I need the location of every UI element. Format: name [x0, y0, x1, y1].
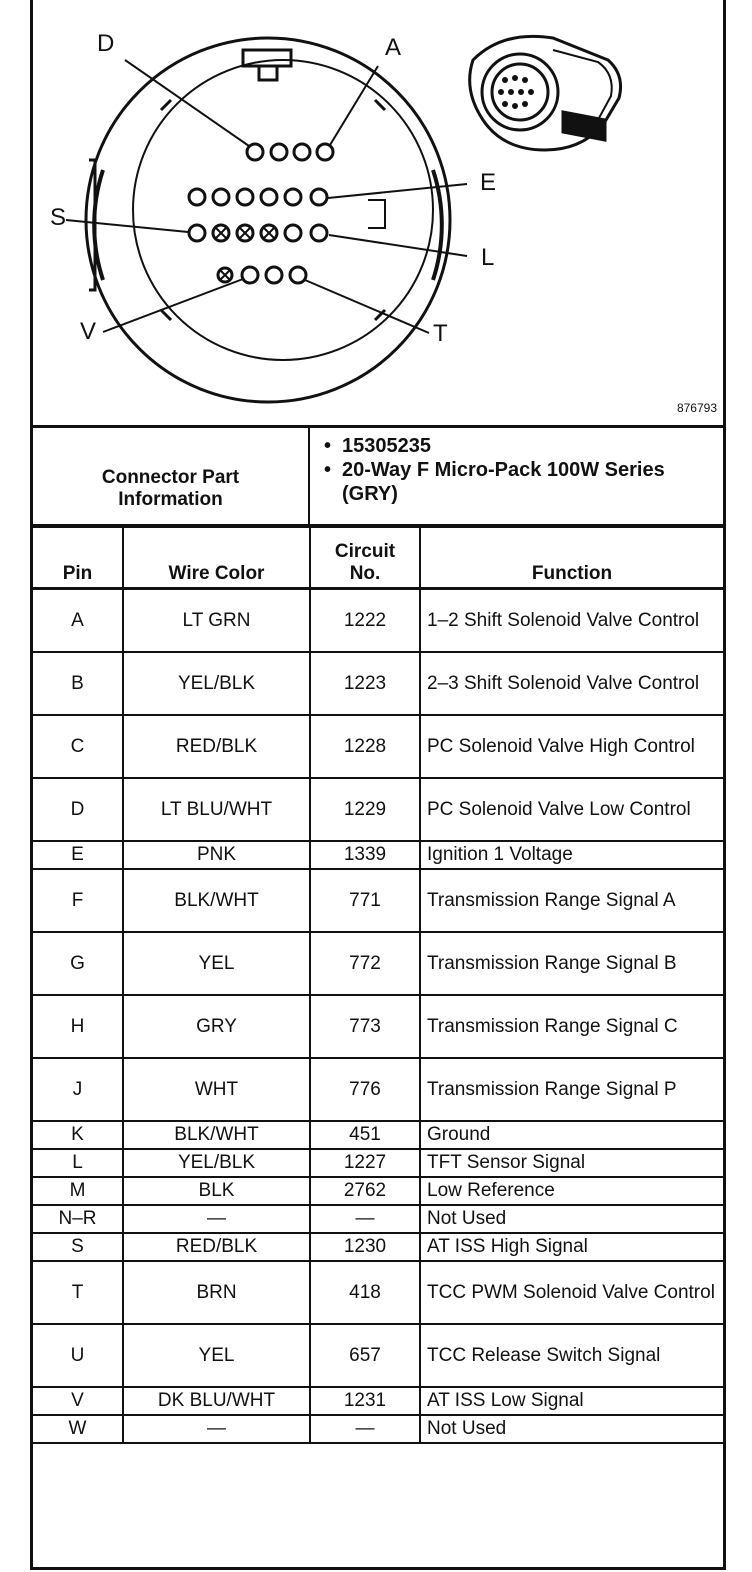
table-row [33, 1324, 723, 1387]
table-row [33, 932, 723, 995]
wire-color-cell: GRY [123, 995, 310, 1058]
function-cell: Transmission Range Signal A [420, 869, 723, 932]
wire-color-cell: YEL/BLK [123, 1149, 310, 1177]
pin-cell: W [33, 1415, 123, 1443]
function-cell: 2–3 Shift Solenoid Valve Control [420, 652, 723, 715]
circuit-cell: 1223 [310, 652, 420, 715]
table-row [33, 1261, 723, 1324]
connector-description: • 20-Way F Micro-Pack 100W Series (GRY) [322, 458, 722, 506]
wire-color-cell: DK BLU/WHT [123, 1387, 310, 1415]
function-cell: Ignition 1 Voltage [420, 841, 723, 869]
table-row [33, 1387, 723, 1415]
pin-label-L: L [481, 244, 495, 271]
circuit-cell: 1230 [310, 1233, 420, 1261]
pin-cell: N–R [33, 1205, 123, 1233]
connector-diagram [33, 0, 723, 428]
connector-info-label [33, 428, 310, 524]
pin-cell: F [33, 869, 123, 932]
pin-rows [33, 589, 723, 1444]
connector-info-label-line1: Connector Part [101, 467, 240, 488]
circuit-cell: 776 [310, 1058, 420, 1121]
pin-cell: V [33, 1387, 123, 1415]
pin-cell: K [33, 1121, 123, 1149]
pin-cell: E [33, 841, 123, 869]
pin-cell: D [33, 778, 123, 841]
pin-label-A: A [385, 34, 402, 61]
function-cell: 1–2 Shift Solenoid Valve Control [420, 589, 723, 653]
pin-label-S: S [50, 204, 67, 231]
function-cell: TFT Sensor Signal [420, 1149, 723, 1177]
function-cell: Transmission Range Signal P [420, 1058, 723, 1121]
function-cell: PC Solenoid Valve High Control [420, 715, 723, 778]
function-cell: AT ISS Low Signal [420, 1387, 723, 1415]
wire-color-cell: — [123, 1415, 310, 1443]
table-row [33, 1205, 723, 1233]
pin-cell: B [33, 652, 123, 715]
table-row [33, 1149, 723, 1177]
table-row [33, 1233, 723, 1261]
connector-face-drawing [33, 0, 723, 425]
connector-info-label-line2: Information [118, 489, 223, 510]
pin-cell: L [33, 1149, 123, 1177]
connector-sheet [30, 0, 726, 1570]
wire-color-cell: YEL/BLK [123, 652, 310, 715]
table-row [33, 652, 723, 715]
table-row [33, 1121, 723, 1149]
function-cell: Not Used [420, 1415, 723, 1443]
pin-cell: T [33, 1261, 123, 1324]
circuit-cell: 1222 [310, 589, 420, 653]
circuit-cell: 2762 [310, 1177, 420, 1205]
function-cell: Low Reference [420, 1177, 723, 1205]
table-row [33, 1058, 723, 1121]
circuit-cell: 1231 [310, 1387, 420, 1415]
pin-cell: S [33, 1233, 123, 1261]
wire-color-cell: BLK/WHT [123, 869, 310, 932]
header-function: Function [420, 527, 723, 589]
pin-cell: A [33, 589, 123, 653]
pin-cell: M [33, 1177, 123, 1205]
wire-color-cell: WHT [123, 1058, 310, 1121]
wire-color-cell: BLK/WHT [123, 1121, 310, 1149]
pin-cell: J [33, 1058, 123, 1121]
table-row [33, 589, 723, 653]
table-row [33, 869, 723, 932]
pin-table [33, 526, 723, 1444]
connector-info-list [322, 434, 722, 506]
wire-color-cell: BRN [123, 1261, 310, 1324]
pin-label-T: T [433, 320, 448, 347]
pin-label-V: V [80, 318, 97, 345]
table-row [33, 1177, 723, 1205]
wire-color-cell: YEL [123, 1324, 310, 1387]
connector-photo-icon [470, 36, 621, 150]
circuit-cell: — [310, 1205, 420, 1233]
header-wire-color: Wire Color [123, 527, 310, 589]
table-row [33, 995, 723, 1058]
circuit-cell: 1228 [310, 715, 420, 778]
table-row [33, 778, 723, 841]
pin-label-D: D [97, 30, 115, 57]
wire-color-cell: — [123, 1205, 310, 1233]
function-cell: Ground [420, 1121, 723, 1149]
circuit-cell: 1339 [310, 841, 420, 869]
function-cell: PC Solenoid Valve Low Control [420, 778, 723, 841]
wire-color-cell: RED/BLK [123, 1233, 310, 1261]
circuit-cell: 771 [310, 869, 420, 932]
circuit-cell: 1227 [310, 1149, 420, 1177]
function-cell: TCC PWM Solenoid Valve Control [420, 1261, 723, 1324]
header-circuit-no [310, 527, 420, 589]
wire-color-cell: LT BLU/WHT [123, 778, 310, 841]
wire-color-cell: YEL [123, 932, 310, 995]
circuit-cell: — [310, 1415, 420, 1443]
pin-cell: G [33, 932, 123, 995]
function-cell: Transmission Range Signal B [420, 932, 723, 995]
circuit-cell: 772 [310, 932, 420, 995]
connector-part-information [33, 428, 723, 527]
figure-number: 876793 [676, 401, 717, 415]
pin-label-E: E [480, 169, 497, 196]
header-pin: Pin [33, 527, 123, 589]
table-header-row [33, 527, 723, 589]
connector-part-number: • 15305235 [322, 434, 722, 458]
circuit-cell: 418 [310, 1261, 420, 1324]
wire-color-cell: PNK [123, 841, 310, 869]
circuit-cell: 451 [310, 1121, 420, 1149]
function-cell: Transmission Range Signal C [420, 995, 723, 1058]
function-cell: TCC Release Switch Signal [420, 1324, 723, 1387]
circuit-cell: 1229 [310, 778, 420, 841]
header-circuit-line1: Circuit [334, 541, 396, 562]
table-row [33, 841, 723, 869]
pin-cell: H [33, 995, 123, 1058]
function-cell: AT ISS High Signal [420, 1233, 723, 1261]
function-cell: Not Used [420, 1205, 723, 1233]
table-row [33, 715, 723, 778]
pin-cell: C [33, 715, 123, 778]
pin-cell: U [33, 1324, 123, 1387]
circuit-cell: 773 [310, 995, 420, 1058]
wire-color-cell: LT GRN [123, 589, 310, 653]
wire-color-cell: BLK [123, 1177, 310, 1205]
table-row [33, 1415, 723, 1443]
header-circuit-line2: No. [349, 563, 381, 584]
wire-color-cell: RED/BLK [123, 715, 310, 778]
circuit-cell: 657 [310, 1324, 420, 1387]
